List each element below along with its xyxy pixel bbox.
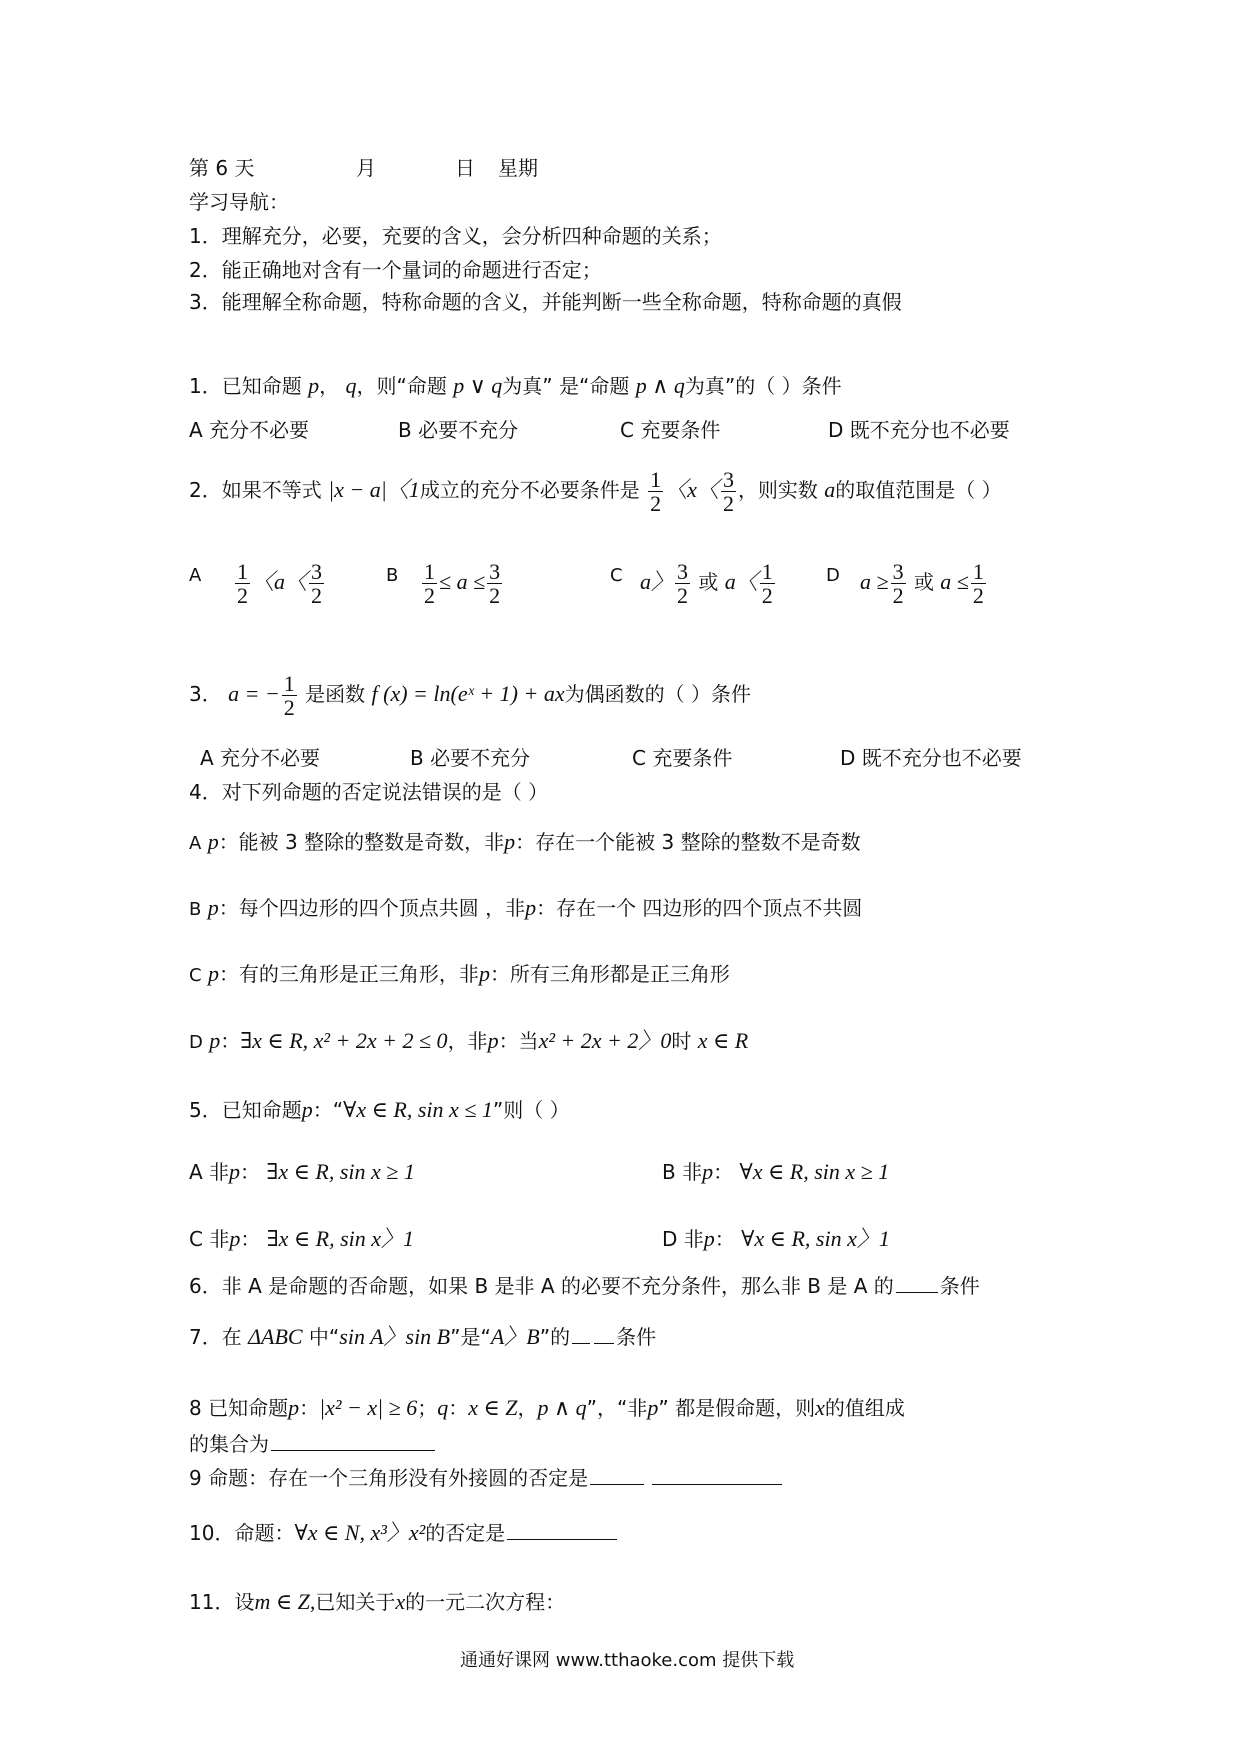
answer-blank[interactable] <box>271 1430 435 1451</box>
question-1: 1．已知命题 p， q，则“命题 p ∨ q为真” 是“命题 p ∧ q为真”的（ ）条件 <box>189 373 842 398</box>
weekday-label: 星期 <box>498 156 538 180</box>
answer-blank[interactable] <box>572 1323 590 1344</box>
q2-option-c: C <box>610 565 623 586</box>
footer-text: 通通好课网 www.tthaoke.com 提供下载 <box>460 1650 795 1671</box>
q1-option-c: C 充要条件 <box>620 418 721 442</box>
question-8: 8 已知命题p：|x² − x| ≥ 6；q：x ∈ Z，p ∧ q”，“非p” 都是假命题，则x的值组成 <box>189 1395 905 1420</box>
q4-option-d: D p：∃x ∈ R, x² + 2x + 2 ≤ 0，非p：当x² + 2x + 2〉0时 x ∈ R <box>189 1028 749 1053</box>
q5-option-c: C 非p： ∃x ∈ R, sin x〉1 <box>189 1226 415 1251</box>
q5-option-b: B 非p： ∀x ∈ R, sin x ≥ 1 <box>662 1159 890 1184</box>
answer-blank[interactable] <box>896 1272 938 1293</box>
answer-blank[interactable] <box>590 1464 644 1485</box>
question-10: 10．命题：∀x ∈ N, x³〉x²的否定是 <box>189 1516 619 1547</box>
q4-option-a: A p：能被 3 整除的整数是奇数，非p：存在一个能被 3 整除的整数不是奇数 <box>189 829 861 854</box>
fraction-half: $\frac{1}{2}$ <box>650 467 662 517</box>
q3-option-c: C 充要条件 <box>632 746 733 770</box>
q2-option-d-math: a ≥ $\frac{3}{2}$ 或 a ≤ $\frac{1}{2}$ <box>860 559 984 609</box>
q4-option-c: C p：有的三角形是正三角形，非p：所有三角形都是正三角形 <box>189 961 730 986</box>
q2-option-d: D <box>826 565 840 586</box>
question-3: 3． a = − $\frac{1}{2}$ 是函数 f (x) = ln(eˣ + 1) + ax为偶函数的（ ）条件 <box>189 671 751 721</box>
day-label: 第 6 天 <box>189 156 255 180</box>
question-4: 4．对下列命题的否定说法错误的是（ ） <box>189 780 549 804</box>
guide-item-1: 1．理解充分，必要，充要的含义，会分析四种命题的关系； <box>189 224 722 248</box>
q2-option-b-math: $\frac{1}{2}$ ≤ a ≤ $\frac{3}{2}$ <box>424 559 501 609</box>
guide-item-3: 3．能理解全称命题，特称命题的含义，并能判断一些全称命题，特称命题的真假 <box>189 290 902 314</box>
answer-blank[interactable] <box>652 1464 782 1485</box>
question-6: 6．非 A 是命题的否命题，如果 B 是非 A 的必要不充分条件，那么非 B 是 A 的 条件 <box>189 1274 980 1298</box>
q3-option-a: A 充分不必要 <box>200 746 321 770</box>
question-8-line2: 的集合为 <box>189 1428 437 1457</box>
guide-title: 学习导航： <box>189 190 289 214</box>
q2-option-b: B <box>386 565 399 586</box>
question-2: 2．如果不等式 |x − a|〈1成立的充分不必要条件是 $\frac{1}{2}$ 〈x〈 $\frac{3}{2}$ ，则实数 a的取值范围是（ ） <box>189 467 1002 517</box>
answer-blank[interactable] <box>507 1519 617 1540</box>
q1-option-d: D 既不充分也不必要 <box>828 418 1010 442</box>
q2-option-c-math: a〉 $\frac{3}{2}$ 或 a〈 $\frac{1}{2}$ <box>640 559 773 609</box>
q4-option-b: B p：每个四边形的四个顶点共圆 ，非p：存在一个 四边形的四个顶点不共圆 <box>189 895 863 920</box>
date-label: 日 <box>455 156 475 180</box>
question-11: 11．设m ∈ Z,已知关于x的一元二次方程： <box>189 1589 566 1614</box>
q3-option-b: B 必要不充分 <box>410 746 531 770</box>
q1-option-b: B 必要不充分 <box>398 418 519 442</box>
q3-option-d: D 既不充分也不必要 <box>840 746 1022 770</box>
question-5: 5．已知命题p：“∀x ∈ R, sin x ≤ 1”则（ ） <box>189 1097 570 1122</box>
q2-option-a-math: $\frac{1}{2}$ 〈a〈 $\frac{3}{2}$ <box>237 559 323 609</box>
q2-option-a: A <box>189 565 202 586</box>
q1-option-a: A 充分不必要 <box>189 418 310 442</box>
question-9: 9 命题：存在一个三角形没有外接圆的否定是 <box>189 1462 784 1491</box>
q5-option-d: D 非p： ∀x ∈ R, sin x〉1 <box>662 1226 890 1251</box>
fraction-three-halves: $\frac{3}{2}$ <box>722 467 734 517</box>
question-7: 7．在 ΔABC 中“sin A〉sin B”是“A〉B”的 条件 <box>189 1324 657 1349</box>
guide-item-2: 2．能正确地对含有一个量词的命题进行否定； <box>189 258 602 282</box>
q5-option-a: A 非p： ∃x ∈ R, sin x ≥ 1 <box>189 1159 415 1184</box>
answer-blank[interactable] <box>594 1323 614 1344</box>
month-label: 月 <box>356 156 376 180</box>
